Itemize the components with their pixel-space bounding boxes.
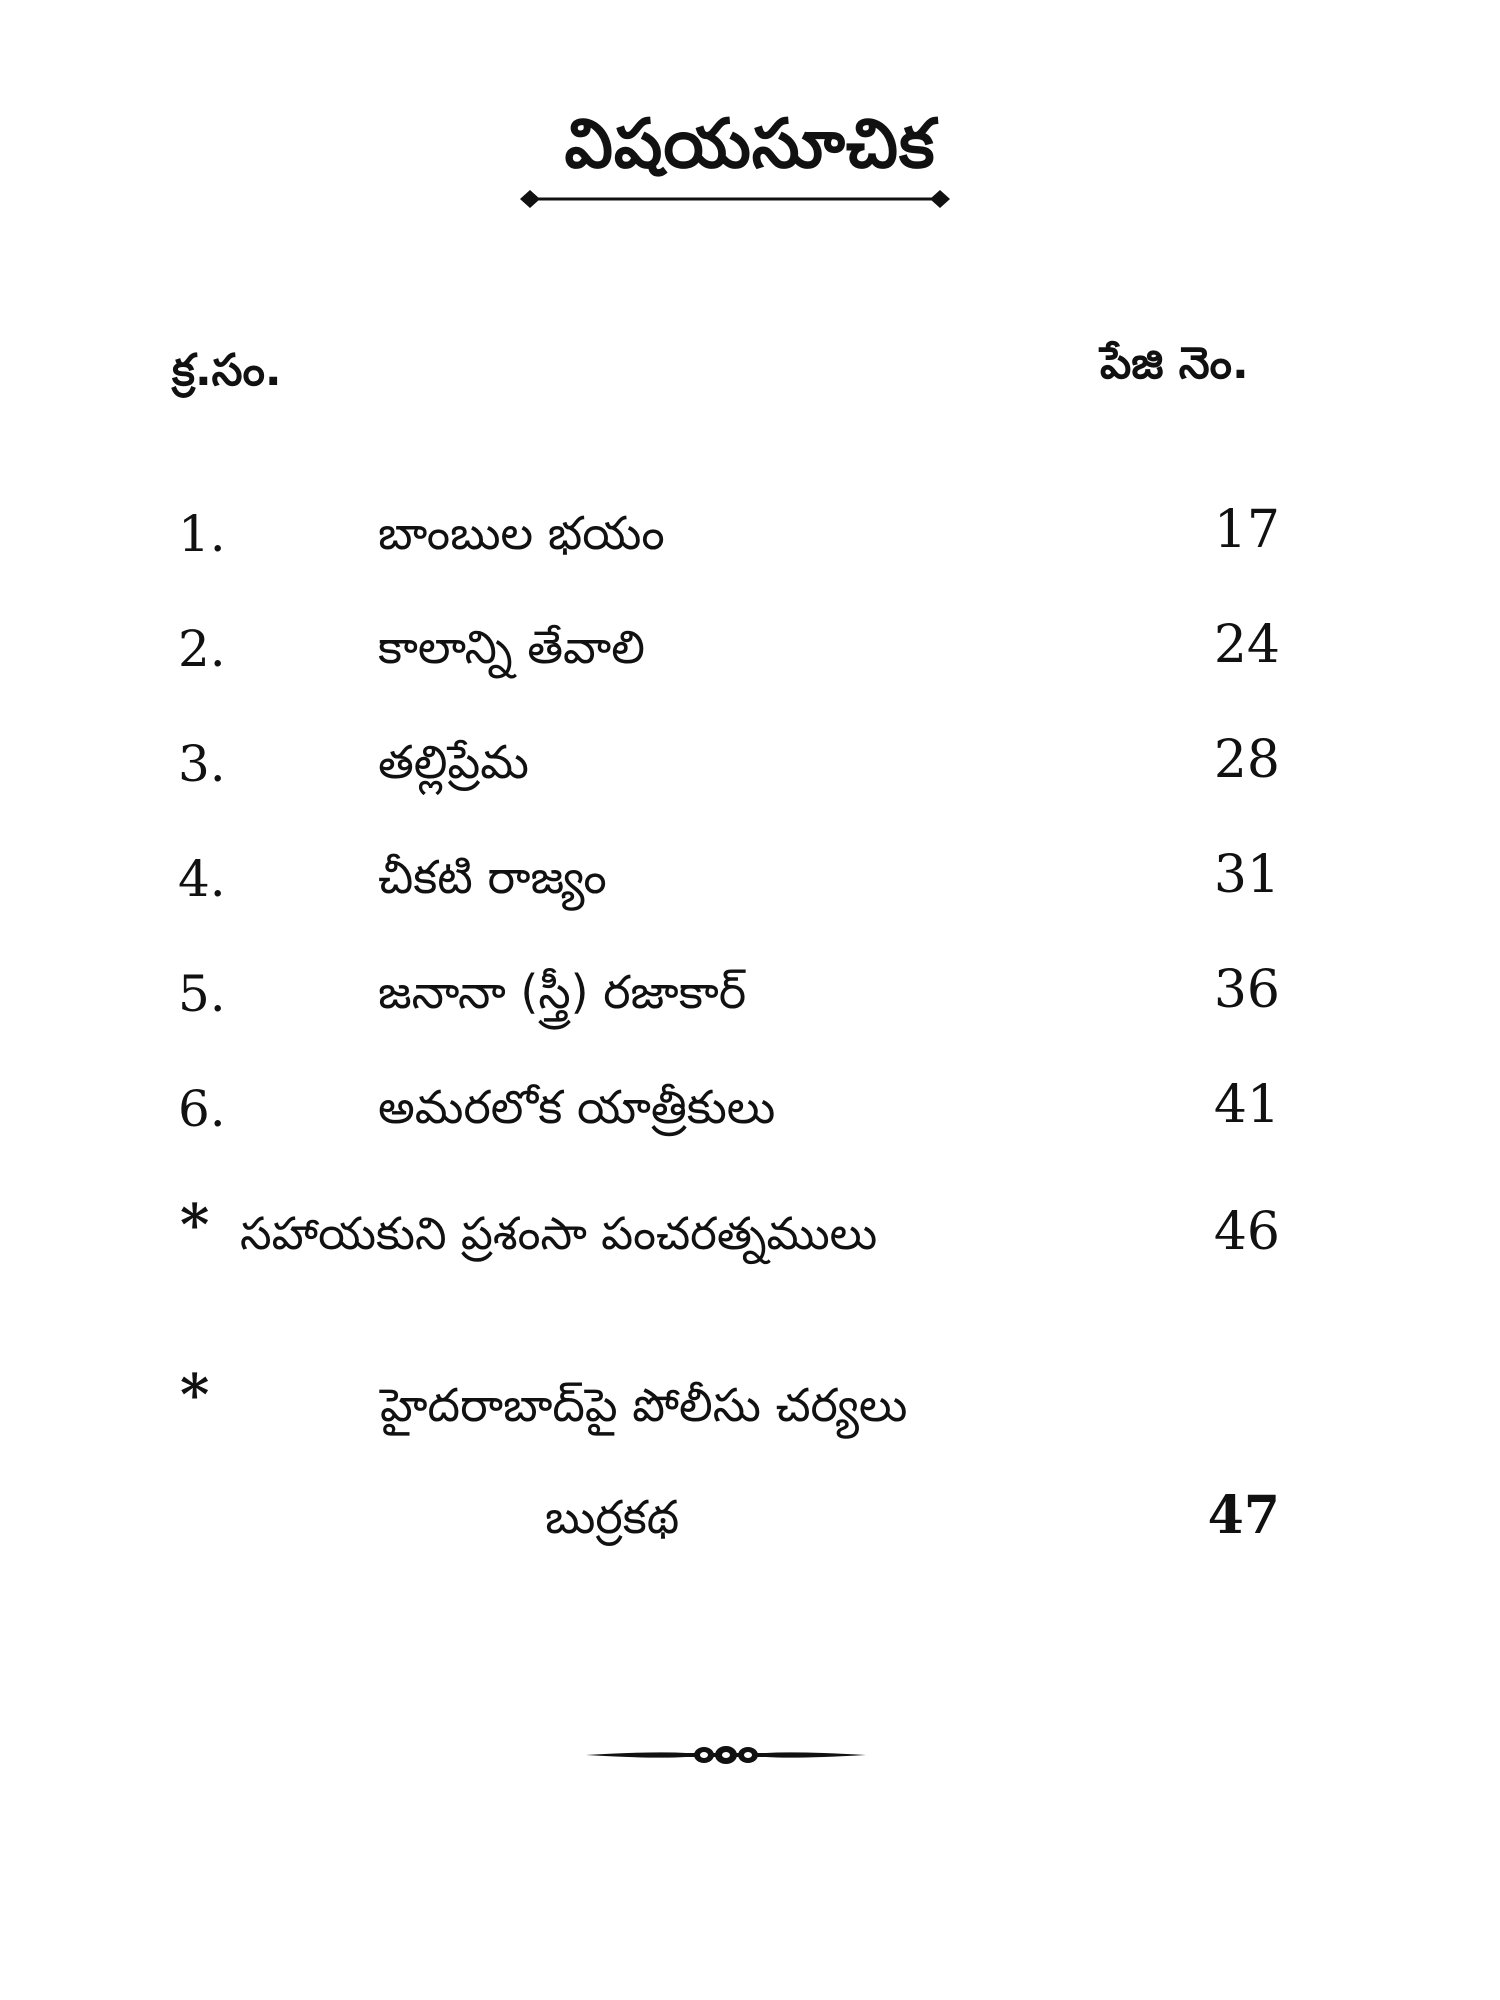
special-1-page: 46	[1213, 1202, 1280, 1262]
serial-number-header: క్ర.సం.	[172, 345, 282, 396]
entry-6-page: 41	[1213, 1075, 1280, 1135]
entry-5-page: 36	[1213, 960, 1280, 1020]
special-2-asterisk: *	[180, 1362, 210, 1428]
entry-4-number: 4.	[178, 850, 226, 908]
special-2-title-line2: బుర్రకథ	[545, 1490, 680, 1544]
entry-6-number: 6.	[178, 1080, 226, 1138]
entry-2-title: కాలాన్ని తేవాలి	[378, 620, 645, 674]
bottom-ornament	[586, 1740, 866, 1770]
entry-3-page: 28	[1213, 730, 1280, 790]
entry-1-number: 1.	[178, 505, 226, 563]
special-2-title-line1: హైదరాబాద్‌పై పోలీసు చర్యలు	[380, 1378, 908, 1432]
entry-4-title: చీకటి రాజ్యం	[378, 850, 607, 904]
entry-6-title: అమరలోక యాత్రీకులు	[378, 1080, 776, 1134]
entry-5-title: జనానా (స్త్రీ) రజాకార్	[378, 965, 747, 1019]
entry-5-number: 5.	[178, 965, 226, 1023]
entry-3-title: తల్లిప్రేమ	[378, 735, 529, 789]
title-divider	[520, 188, 950, 210]
special-1-title: సహాయకుని ప్రశంసా పంచరత్నములు	[240, 1207, 878, 1260]
entry-3-number: 3.	[178, 735, 226, 793]
special-1-asterisk: *	[180, 1192, 210, 1258]
entry-1-title: బాంబుల భయం	[378, 506, 665, 560]
page-title: విషయసూచిక	[564, 105, 936, 184]
entry-4-page: 31	[1213, 845, 1280, 905]
entry-2-page: 24	[1213, 615, 1280, 675]
page-number-header: పేజి నెం.	[1100, 338, 1249, 389]
entry-1-page: 17	[1213, 500, 1280, 560]
special-2-page: 47	[1207, 1485, 1280, 1546]
entry-2-number: 2.	[178, 620, 226, 678]
